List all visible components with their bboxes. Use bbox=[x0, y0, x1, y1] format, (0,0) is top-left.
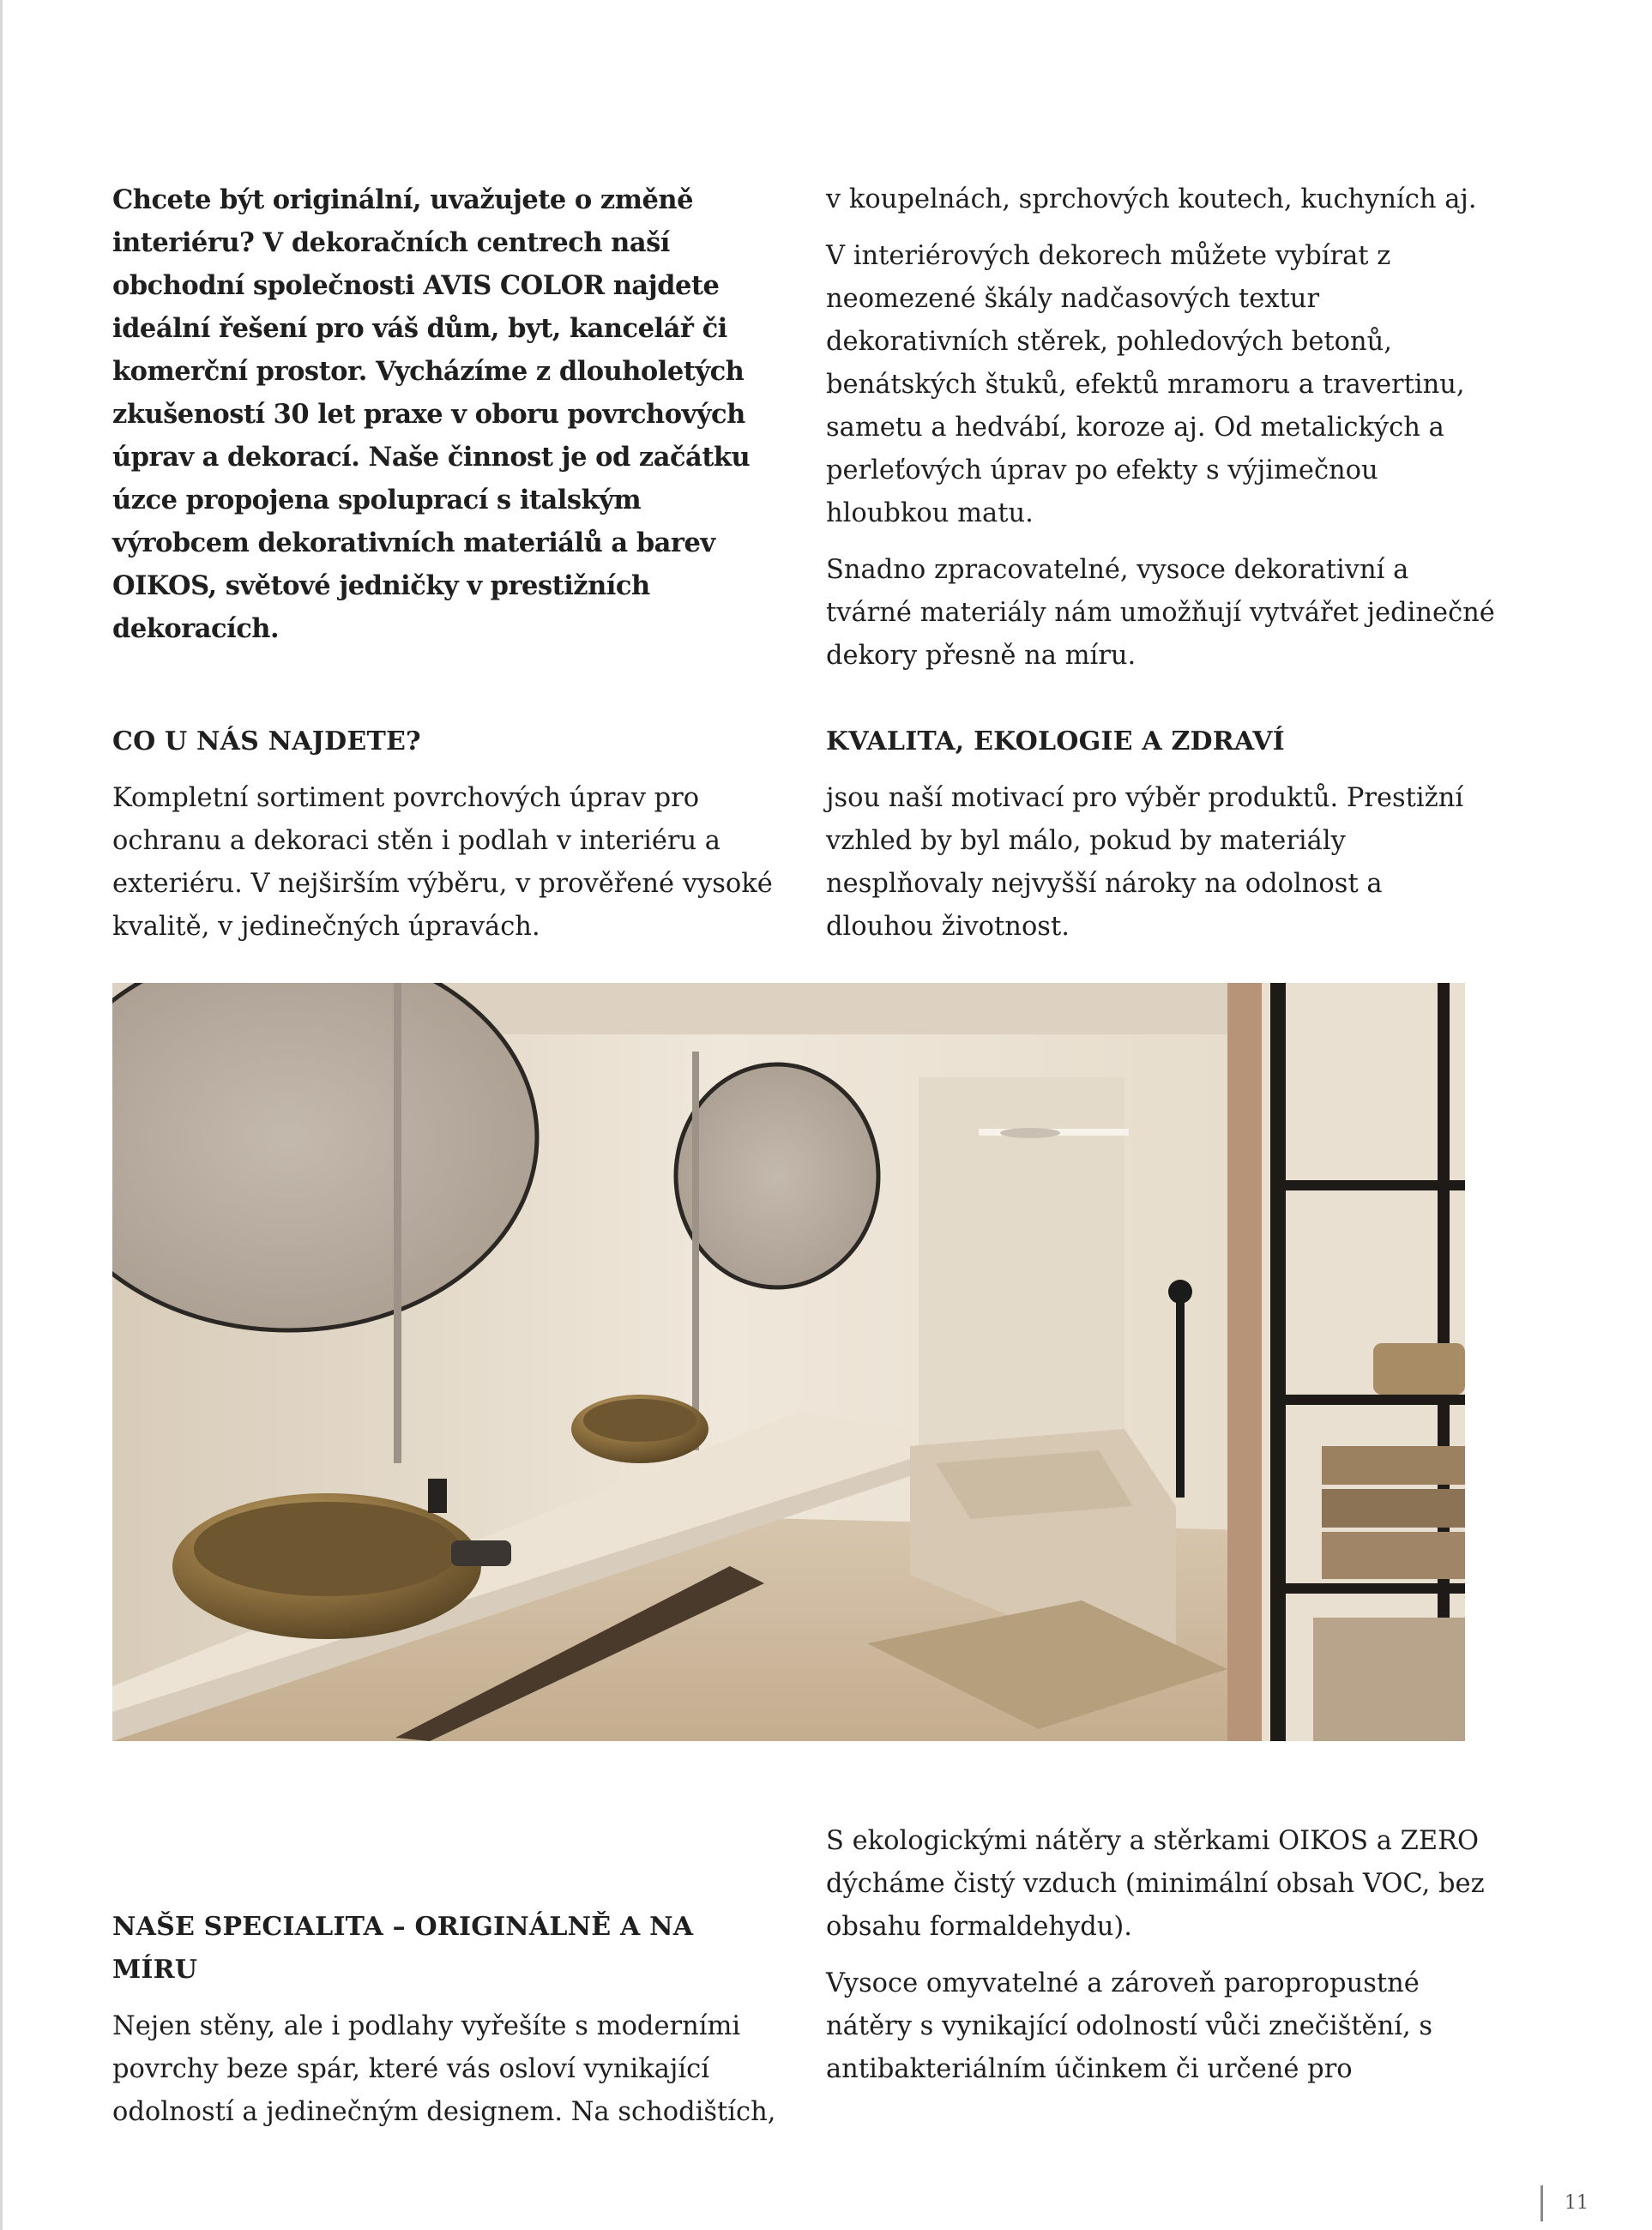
heading-kvalita: KVALITA, EKOLOGIE A ZDRAVÍ bbox=[826, 726, 1285, 756]
sortiment-paragraph: Kompletní sortiment povrchových úprav pro ochranu a dekoraci stěn i podlah v interiéru a exteriéru. V nejširším výběru, v prověřené vysoké kvalitě, v jedinečných úpravách. bbox=[112, 783, 773, 942]
washable-paragraph: Vysoce omyvatelné a zároveň paropropustné nátěry s vynikající odolností vůči znečištění, s antibakteriálním účinkem či určené pro bbox=[826, 1968, 1433, 2084]
right-column-top bbox=[826, 178, 1495, 949]
intro-paragraph: Chcete být originální, uvažujete o změně interiéru? V dekoračních centrech naší obchodní společnosti AVIS COLOR najdete ideální řešení pro váš dům, byt, kancelář či komerční prostor. Vycházíme z dlouholetých zkušeností 30 let praxe v oboru povrchových úprav a dekorací. Naše činnost je od začátku úzce propojena spoluprací s italským výrobcem dekorativních materiálů a barev OIKOS, světové jedničky v prestižních dekoracích. bbox=[112, 184, 751, 644]
ecology-paragraph: S ekologickými nátěry a stěrkami OIKOS a ZERO dýcháme čistý vzduch (minimální obsah VOC, bez obsahu formaldehydu). bbox=[826, 1826, 1485, 1942]
heading-nase-specialita: NAŠE SPECIALITA – ORIGINÁLNĚ A NA MÍRU bbox=[112, 1912, 694, 1985]
materials-paragraph: Snadno zpracovatelné, vysoce dekorativní a tvárné materiály nám umožňují vytvářet jedinečné dekory přesně na míru. bbox=[826, 555, 1495, 671]
interior-decor-paragraph: V interiérových dekorech můžete vybírat z neomezené škály nadčasových textur dekorativních stěrek, pohledových betonů, benátských štuků, efektů mramoru a travertinu, sametu a hedvábí, koroze aj. Od metalických a perleťových úprav po efekty s výjimečnou hloubkou matu. bbox=[826, 241, 1465, 528]
bathroom-photo bbox=[112, 983, 1465, 1741]
left-column-bottom bbox=[112, 1906, 781, 2134]
page-number-divider bbox=[1540, 2185, 1543, 2221]
motivation-paragraph: jsou naší motivací pro výběr produktů. Prestižní vzhled by byl málo, pokud by materiály nesplňovaly nejvyšší nároky na odolnost a dlouhou životnost. bbox=[826, 783, 1464, 942]
speciality-paragraph: Nejen stěny, ale i podlahy vyřešíte s moderními povrchy beze spár, které vás osloví vynikající odolností a jedinečným designem. Na schodištích, bbox=[112, 2011, 776, 2127]
heading-co-u-nas-najdete: CO U NÁS NAJDETE? bbox=[112, 726, 421, 756]
continued-paragraph: v koupelnách, sprchových koutech, kuchyních aj. bbox=[826, 184, 1477, 214]
page-number: 11 bbox=[1565, 2192, 1589, 2214]
left-column-top bbox=[112, 178, 781, 949]
right-column-bottom bbox=[826, 1820, 1495, 2091]
page-edge bbox=[0, 0, 3, 2230]
